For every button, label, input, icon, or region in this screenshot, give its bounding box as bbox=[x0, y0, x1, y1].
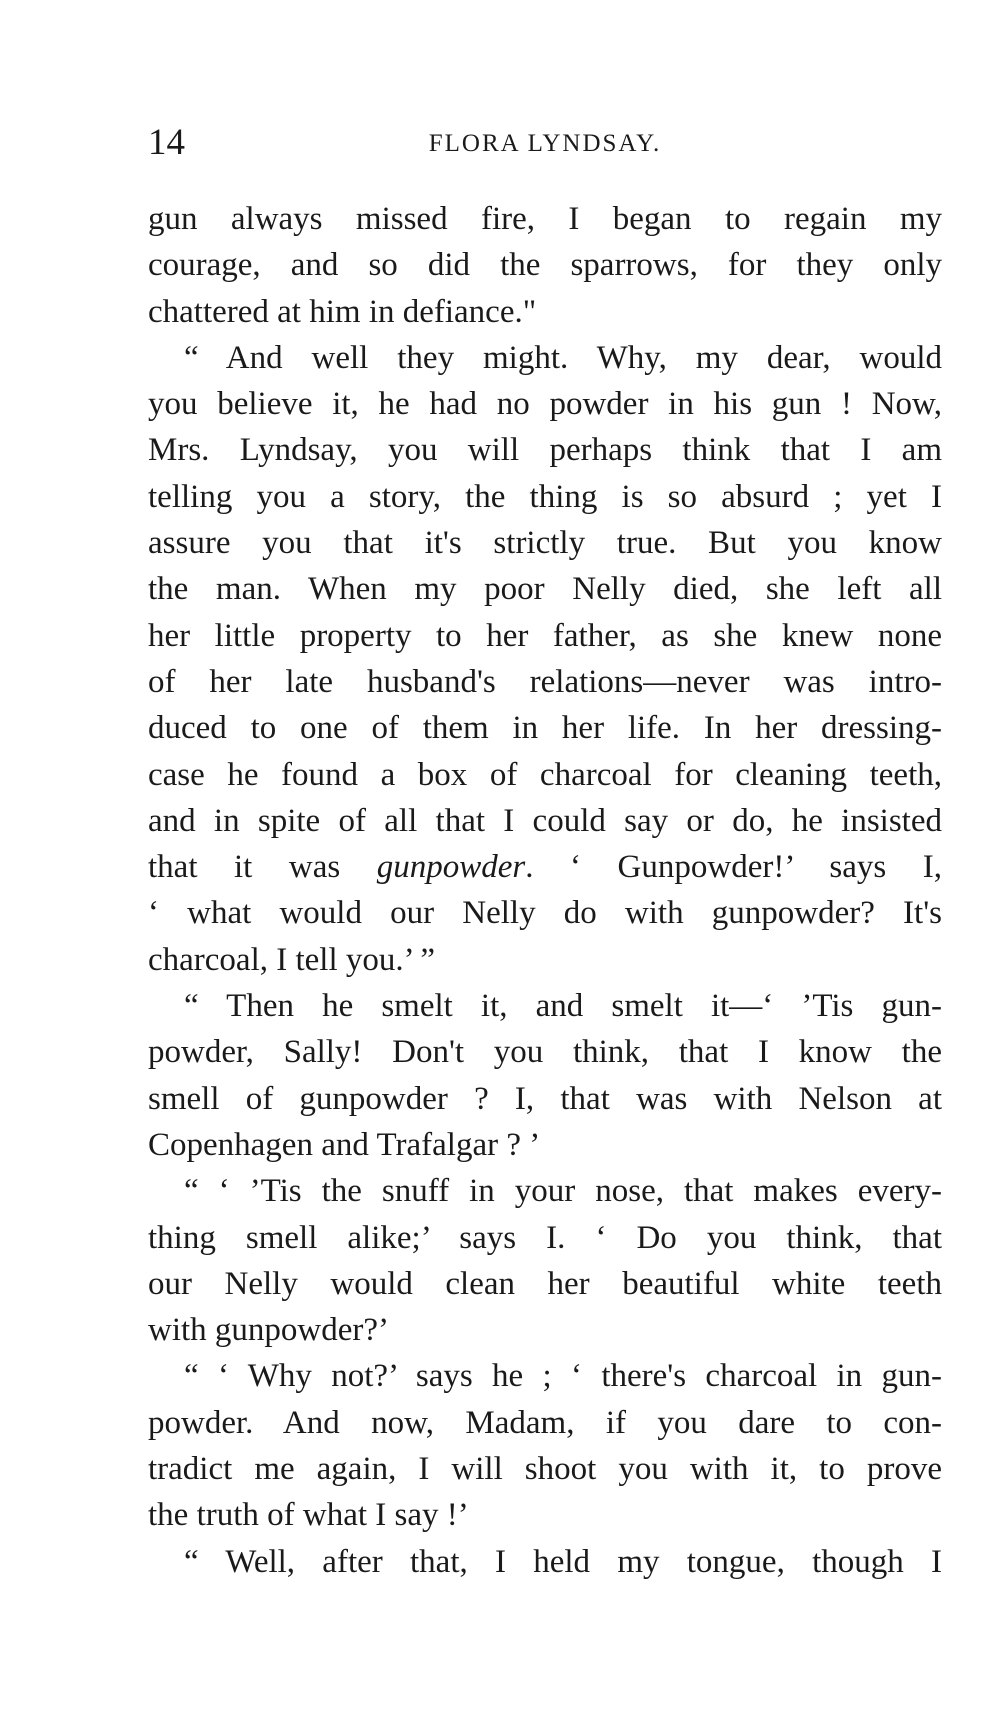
text-line: you believe it, he had no powder in his gun ! Now, bbox=[148, 386, 942, 423]
paragraph bbox=[148, 1168, 942, 1353]
text-line: “ Well, after that, I held my tongue, though I bbox=[184, 1543, 942, 1580]
text-line: of her late husband's relations—never was intro- bbox=[148, 663, 942, 700]
text-line: and in spite of all that I could say or do, he insisted bbox=[148, 802, 942, 839]
text-line: gun always missed fire, I began to regain my bbox=[148, 201, 942, 237]
paragraph bbox=[148, 335, 942, 983]
text-line: powder, Sally! Don't you think, that I know the bbox=[148, 1034, 942, 1071]
text-line: powder. And now, Madam, if you dare to con- bbox=[148, 1404, 942, 1441]
body-text bbox=[148, 196, 942, 1585]
page-header bbox=[148, 118, 942, 168]
paragraph bbox=[148, 196, 942, 335]
text-line: Mrs. Lyndsay, you will perhaps think that I am bbox=[148, 432, 942, 469]
text-line: that it was gunpowder. ‘ Gunpowder!’ says I, bbox=[148, 849, 942, 886]
text-line: charcoal, I tell you.’ ” bbox=[148, 941, 436, 978]
text-line: ‘ what would our Nelly do with gunpowder? It's bbox=[148, 895, 942, 932]
text-line: Copenhagen and Trafalgar ? ’ bbox=[148, 1126, 541, 1163]
text-line: our Nelly would clean her beautiful white teeth bbox=[148, 1265, 942, 1302]
italic-word: gunpowder bbox=[376, 849, 526, 886]
text-line: thing smell alike;’ says I. ‘ Do you think, that bbox=[148, 1219, 942, 1256]
paragraph bbox=[148, 1539, 942, 1585]
text-line: courage, and so did the sparrows, for they only bbox=[148, 247, 942, 284]
text-line: telling you a story, the thing is so absurd ; yet I bbox=[148, 478, 942, 515]
paragraph bbox=[148, 983, 942, 1168]
text-line: her little property to her father, as she knew none bbox=[148, 617, 942, 654]
paragraph bbox=[148, 1353, 942, 1538]
text-line: with gunpowder?’ bbox=[148, 1312, 390, 1349]
text-line: “ And well they might. Why, my dear, would bbox=[184, 339, 942, 376]
text-line: smell of gunpowder ? I, that was with Nelson at bbox=[148, 1080, 942, 1117]
text-line: case he found a box of charcoal for cleaning teeth, bbox=[148, 756, 942, 793]
text-line: assure you that it's strictly true. But you know bbox=[148, 525, 942, 562]
page-number: 14 bbox=[148, 122, 185, 163]
text-line: “ Then he smelt it, and smelt it—‘ ’Tis gun- bbox=[184, 988, 942, 1025]
text-line: tradict me again, I will shoot you with it, to prove bbox=[148, 1451, 942, 1488]
text-line: the truth of what I say !’ bbox=[148, 1497, 469, 1534]
running-title: FLORA LYNDSAY. bbox=[428, 130, 662, 157]
text-line: chattered at him in defiance." bbox=[148, 293, 537, 330]
text-line: duced to one of them in her life. In her dressing- bbox=[148, 710, 942, 747]
text-line: the man. When my poor Nelly died, she left all bbox=[148, 571, 942, 608]
text-line: “ ‘ Why not?’ says he ; ‘ there's charcoal in gun- bbox=[184, 1358, 942, 1395]
text-line: “ ‘ ’Tis the snuff in your nose, that makes every- bbox=[184, 1173, 942, 1210]
